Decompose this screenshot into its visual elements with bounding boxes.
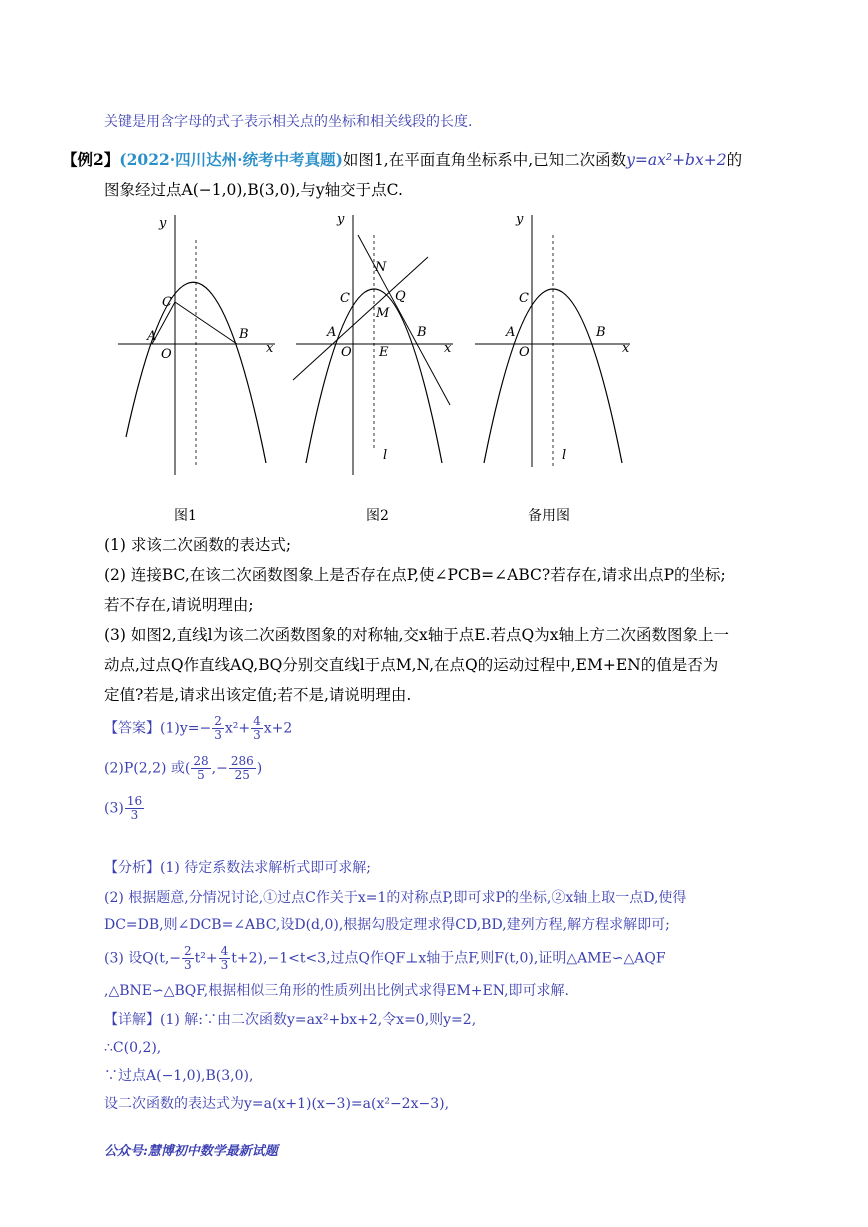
denominator: 3 [214, 728, 222, 742]
label-l: l [562, 448, 567, 463]
label-o: O [161, 347, 172, 362]
answer-1-end: x+2 [263, 720, 293, 737]
label-a: A [506, 325, 516, 340]
denominator: 3 [253, 728, 261, 742]
label-c: C [162, 295, 172, 310]
detail-text-1: (1) 解:∵由二次函数y=ax²+bx+2,令x=0,则y=2, [160, 1012, 477, 1028]
analysis-line-2: (2) 根据题意,分情况讨论,①过点C作关于x=1的对称点P,即可求P的坐标,②x轴上取一点D,使得 [104, 890, 687, 906]
footer-wechat: 公众号:慧博初中数学最新试题 [104, 1144, 278, 1159]
label-o: O [341, 345, 352, 360]
label-x: x [622, 341, 630, 356]
label-a: A [147, 329, 157, 344]
example-tag: 【例2】 [62, 150, 120, 169]
detail-line-2: ∴C(0,2), [104, 1040, 162, 1056]
numerator: 16 [126, 794, 143, 808]
fraction [182, 945, 194, 972]
line-aq [293, 257, 428, 380]
example-line-1 [62, 150, 742, 170]
label-o: O [519, 345, 530, 360]
label-c: C [340, 291, 350, 306]
analysis-tag: 【分析】 [104, 860, 160, 876]
fraction [229, 755, 256, 782]
figure-2 [288, 205, 468, 480]
detail-line-3: ∵过点A(−1,0),B(3,0), [104, 1068, 254, 1084]
analysis-line-1 [104, 858, 371, 878]
label-b: B [239, 327, 249, 342]
analysis-4-end: t+2),−1<t<3,过点Q作QF⊥x轴于点F,则F(t,0),证明△AME∽△AQF [231, 950, 666, 967]
fraction [212, 715, 224, 742]
denominator: 3 [184, 958, 192, 972]
answer-1 [104, 715, 292, 742]
answer-2 [104, 755, 262, 782]
label-y: y [337, 212, 345, 227]
denominator: 25 [234, 768, 250, 782]
detail-line-1 [104, 1010, 476, 1030]
label-e: E [379, 345, 389, 360]
denominator: 3 [130, 808, 139, 822]
line-bq [358, 235, 450, 405]
denominator: 5 [197, 768, 205, 782]
analysis-text-1: (1) 待定系数法求解析式即可求解; [160, 860, 371, 876]
label-x: x [444, 341, 452, 356]
answer-3 [104, 795, 145, 822]
answer-1-mid: x²+ [224, 720, 251, 737]
answer-1-prefix: (1)y=− [160, 720, 212, 737]
question-3-line-1: (3) 如图2,直线l为该二次函数图象的对称轴,交x轴于点E.若点Q为x轴上方二次函数图象上一 [104, 626, 729, 644]
fraction [219, 945, 231, 972]
question-2-line-1: (2) 连接BC,在该二次函数图象上是否存在点P,使∠PCB=∠ABC?若存在,请求出点P的坐标; [104, 566, 726, 584]
numerator: 4 [220, 944, 229, 958]
question-1: (1) 求该二次函数的表达式; [104, 536, 292, 554]
answer-2-end: ) [256, 760, 263, 777]
label-b: B [417, 325, 427, 340]
label-y: y [516, 212, 524, 227]
answer-tag: 【答案】 [104, 720, 160, 737]
analysis-line-3: DC=DB,则∠DCB=∠ABC,设D(d,0),根据勾股定理求得CD,BD,建列方程,解方程求解即可; [104, 917, 670, 933]
answer-3-prefix: (3) [104, 800, 124, 817]
label-a: A [327, 325, 337, 340]
figure-3 [470, 205, 650, 480]
example-function: y=ax²+bx+2 [626, 151, 727, 169]
example-line-2: 图象经过点A(−1,0),B(3,0),与y轴交于点C. [104, 181, 403, 199]
label-b: B [596, 325, 606, 340]
answer-2-prefix: (2)P(2,2) 或( [104, 760, 191, 777]
label-q: Q [395, 289, 406, 304]
label-m: M [376, 306, 390, 321]
answer-2-mid: ,− [211, 760, 228, 777]
analysis-4-mid: t²+ [194, 950, 218, 967]
analysis-line-4 [104, 945, 666, 972]
analysis-line-5: ,△BNE∽△BQF,根据相似三角形的性质列出比例式求得EM+EN,即可求解. [104, 983, 569, 999]
figure-1-caption: 图1 [174, 508, 197, 524]
label-n: N [375, 260, 387, 275]
numerator: 2 [184, 944, 192, 958]
example-source: (2022·四川达州·统考中考真题) [119, 150, 343, 169]
detail-line-4: 设二次函数的表达式为y=a(x+1)(x−3)=a(x²−2x−3), [104, 1096, 450, 1112]
numerator: 2 [214, 714, 222, 728]
example-text-1: 如图1,在平面直角坐标系中,已知二次函数 [342, 151, 627, 169]
numerator: 28 [193, 754, 209, 768]
fraction [125, 795, 144, 822]
figure-3-caption: 备用图 [528, 508, 570, 524]
example-text-1-end: 的 [726, 151, 743, 169]
fraction [191, 755, 210, 782]
fraction [251, 715, 263, 742]
label-x: x [266, 341, 274, 356]
question-2-line-2: 若不存在,请说明理由; [104, 596, 254, 614]
figure-2-caption: 图2 [366, 508, 389, 524]
figure-1 [110, 205, 290, 480]
label-y: y [159, 216, 167, 231]
intro-line: 关键是用含字母的式子表示相关点的坐标和相关线段的长度. [104, 114, 473, 130]
label-l: l [383, 448, 388, 463]
detail-tag: 【详解】 [104, 1012, 160, 1028]
numerator: 4 [253, 714, 261, 728]
denominator: 3 [220, 958, 229, 972]
numerator: 286 [230, 754, 254, 768]
question-3-line-2: 动点,过点Q作直线AQ,BQ分别交直线l于点M,N,在点Q的运动过程中,EM+EN的值是否为 [104, 656, 719, 674]
analysis-4-prefix: (3) 设Q(t,− [104, 950, 182, 967]
label-c: C [519, 291, 529, 306]
question-3-line-3: 定值?若是,请求出该定值;若不是,请说明理由. [104, 686, 412, 704]
